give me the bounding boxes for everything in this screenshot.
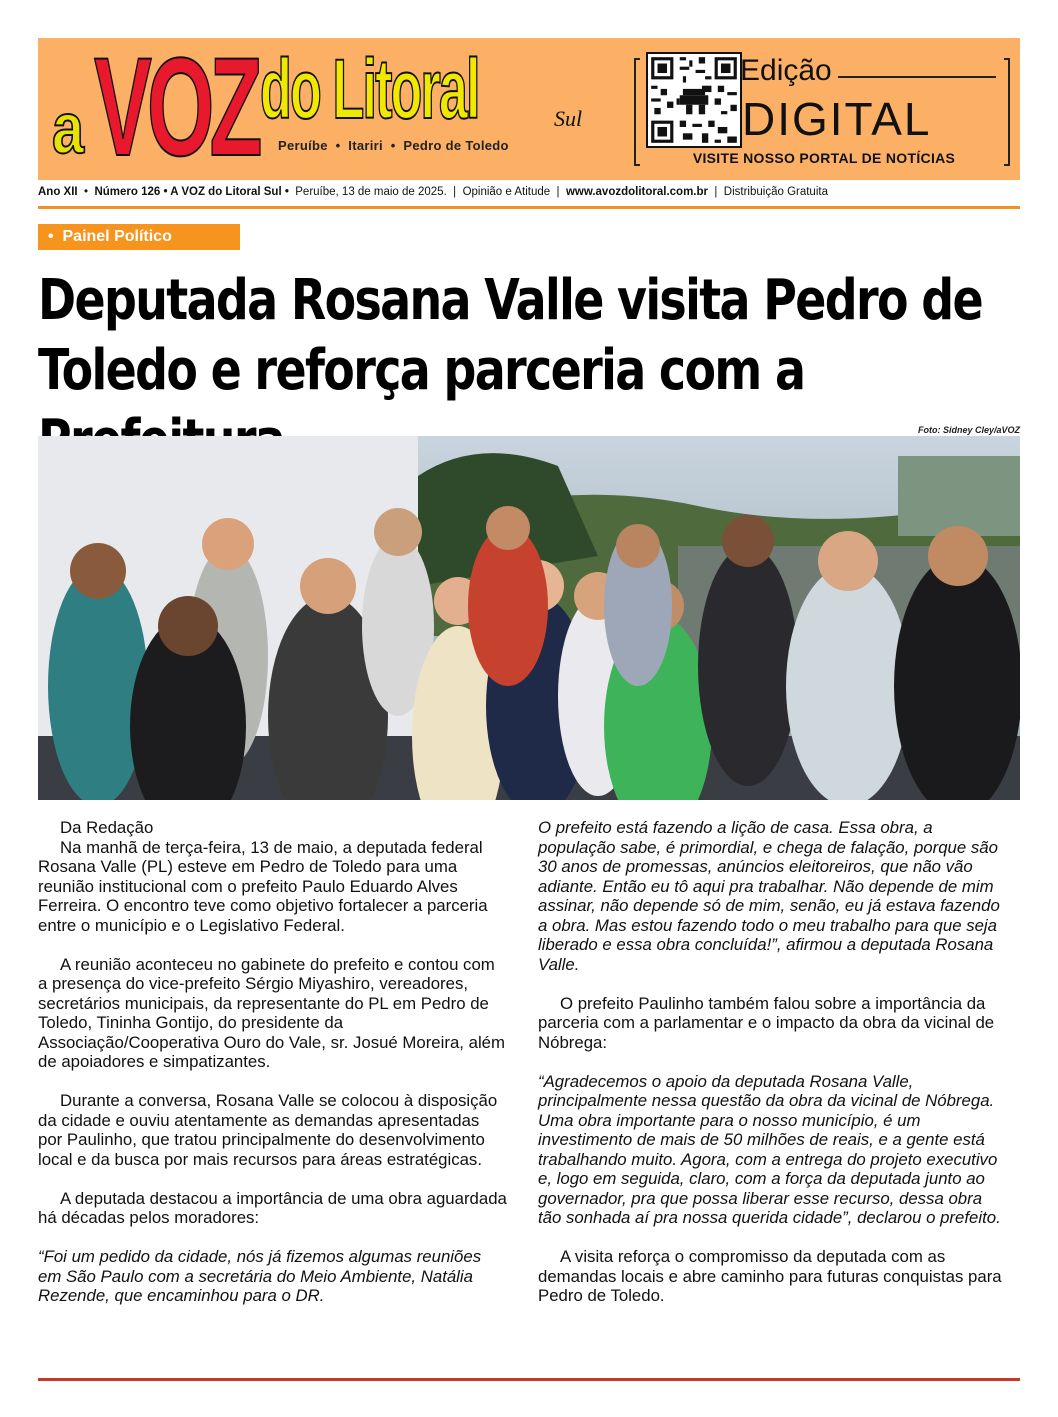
group-photo	[38, 436, 1020, 800]
article-column-1	[38, 818, 508, 1325]
issue-number: Número 126 • A VOZ do Litoral Sul •	[94, 186, 289, 198]
logo-a: a	[52, 89, 81, 169]
logo-do-litoral: do Litoral	[260, 42, 479, 136]
motto: Opinião e Atitude	[462, 186, 551, 198]
issue-info-bar: Ano XII • Número 126 • A VOZ do Litoral Sul • Peruíbe, 13 de maio de 2025. | Opinião e Atitude | www.avozdolitoral.com.br | Distribuição Gratuita	[38, 186, 828, 198]
digital-edition-box[interactable]	[640, 50, 1010, 168]
headline-line-2: Toledo e reforça parceria com a	[38, 338, 805, 403]
logo-sul: Sul	[554, 106, 583, 131]
paragraph: Durante a conversa, Rosana Valle se colocou à disposição da cidade e ouviu atentamente as demandas apresentadas por Paulinho, que tratou principalmente do desenvolvimento local e da busca por mais recursos para áreas estratégicas.	[38, 1091, 498, 1169]
paragraph: A visita reforça o compromisso da deputada com as demandas locais e abre caminho para futuras conquistas para Pedro de Toledo.	[538, 1247, 1002, 1305]
cities-line: Peruíbe • Itariri • Pedro de Toledo	[278, 138, 509, 153]
section-tag: • Painel Político	[38, 224, 240, 250]
info-rule	[38, 206, 1020, 209]
quote-paragraph	[538, 1072, 1008, 1228]
paragraph: Na manhã de terça-feira, 13 de maio, a deputada federal Rosana Valle (PL) esteve em Pedro de Toledo para uma reunião institucional com o prefeito Paulo Eduardo Alves Ferreira. O encontro teve como objetivo fortalecer a parceria entre o município e o Legislativo Federal.	[38, 837, 488, 935]
distribution-note: Distribuição Gratuita	[723, 186, 828, 198]
photo-credit: Foto: Sidney Cley/aVOZ	[917, 425, 1020, 435]
edicao-label: Edição	[740, 54, 832, 87]
digital-label: DIGITAL	[742, 93, 932, 145]
paragraph: A deputada destacou a importância de uma obra aguardada há décadas pelos moradores:	[38, 1188, 507, 1227]
byline: Da Redação	[60, 818, 154, 837]
footer-rule	[38, 1378, 1020, 1381]
logo-voz: VOZ	[94, 28, 258, 185]
bracket-left	[634, 58, 640, 166]
website-link[interactable]: www.avozdolitoral.com.br	[565, 186, 709, 198]
headline-line-1: Deputada Rosana Valle visita Pedro de	[38, 268, 982, 333]
paragraph: A reunião aconteceu no gabinete do prefeito e contou com a presença do vice-prefeito Sérgio Miyashiro, vereadores, secretários municipais, da representante do PL em Pedro de Toledo, Tininha Gontijo, do presidente da Associação/Cooperativa Ouro do Vale, sr. Josué Moreira, além de apoiadores e simpatizantes.	[38, 954, 505, 1071]
edicao-rule	[838, 76, 996, 78]
quote-text: “Agradecemos o apoio da deputada Rosana Valle, principalmente nessa questão da obra da vicinal de Nóbrega. Uma obra importante para o nosso município, é um investimento de mais de 50 milhões de reais, e a gente está trabalhando muito. Agora, com a entrega do projeto executivo e, logo em seguida, claro, com a força da deputada junto ao governador, pra que possa liberar esse recurso, dessa obra tão sonhada aí pra nossa querida cidade”, declarou o prefeito.	[538, 1071, 1001, 1227]
portal-link[interactable]: VISITE NOSSO PORTAL DE NOTÍCIAS	[692, 150, 956, 166]
article-column-2	[538, 818, 1008, 1325]
bracket-right	[1004, 58, 1010, 166]
masthead	[38, 28, 1020, 185]
quote-paragraph	[538, 818, 1008, 974]
quote-paragraph	[38, 1247, 508, 1306]
issue-year: Ano XII	[38, 186, 78, 198]
issue-date: Peruíbe, 13 de maio de 2025.	[295, 186, 447, 198]
quote-text: “Foi um pedido da cidade, nós já fizemos algumas reuniões em São Paulo com a secretária do Meio Ambiente, Natália Rezende, que encaminhou para o DR.	[38, 1247, 482, 1305]
quote-text: O prefeito está fazendo a lição de casa. Essa obra, a população sabe, é primordial, e chega de falação, porque são 30 anos de promessas, anúncios eleitoreiros, que não vão adiante. Então eu tô aqui pra trabalhar. Não depende de mim assinar, não depende só de mim, senão, eu já estava fazendo a obra. Mas estou fazendo todo o meu trabalho para que seja liberado e essa obra concluída!”, afirmou a deputada Rosana Valle.	[538, 818, 1000, 974]
paragraph: O prefeito Paulinho também falou sobre a importância da parceria com a parlamentar e o impacto da obra da vicinal de Nóbrega:	[538, 993, 995, 1052]
qr-code-icon[interactable]	[646, 52, 742, 148]
